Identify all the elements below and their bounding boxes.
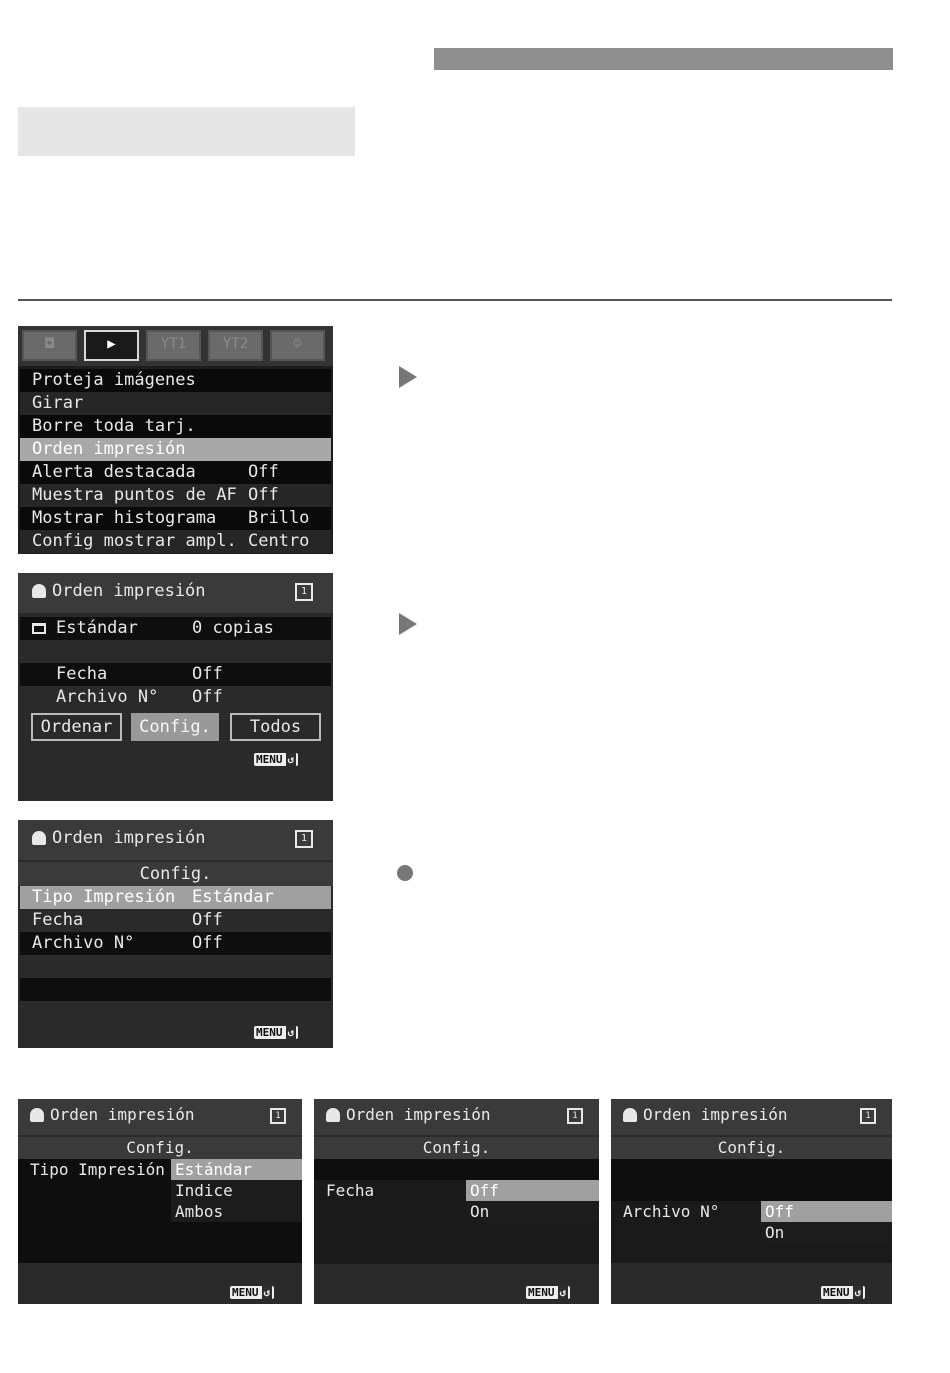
person-icon: ☺ <box>293 336 302 352</box>
blank-row <box>20 640 331 663</box>
file-number-row: Archivo N° <box>611 1201 892 1263</box>
home-icon <box>623 1108 637 1122</box>
tab-setup-1[interactable] <box>146 330 201 361</box>
option-off[interactable]: Off <box>761 1201 892 1222</box>
menu-return-icon[interactable]: MENU ↺ <box>230 1286 274 1299</box>
playback-menu-screen <box>18 326 333 554</box>
page-icon: 1 <box>270 1108 286 1124</box>
blank-row <box>20 978 331 1001</box>
file-number-options-screen <box>611 1099 892 1304</box>
print-type-options-screen <box>18 1099 302 1304</box>
option-on[interactable]: On <box>466 1201 599 1222</box>
option-off[interactable]: Off <box>466 1180 599 1201</box>
file-number-row[interactable]: Archivo N° Off <box>20 932 331 955</box>
option-standard[interactable]: Estándar <box>171 1159 302 1180</box>
play-icon: ▶ <box>107 336 116 352</box>
menu-return-icon[interactable]: MENU ↺ <box>526 1286 570 1299</box>
menu-item-erase-all[interactable]: Borre toda tarj. <box>20 415 331 438</box>
print-type-row: Estándar 0 copias <box>20 617 331 640</box>
step-arrow-icon <box>399 613 417 635</box>
option-both[interactable]: Ambos <box>171 1201 302 1222</box>
config-subtitle: Config. <box>18 1137 302 1159</box>
menu-item-rotate[interactable]: Girar <box>20 392 331 415</box>
wrench-icon: YT2 <box>222 336 249 352</box>
blank-row <box>20 955 331 978</box>
print-setup-screen <box>18 820 333 1048</box>
tab-playback[interactable] <box>84 330 139 361</box>
date-row: Fecha <box>314 1180 599 1264</box>
wrench-icon: YT1 <box>160 336 187 352</box>
screen-header: Orden impresión 1 <box>18 1099 302 1135</box>
menu-item-highlight-alert[interactable]: Alerta destacada Off <box>20 461 331 484</box>
divider-line <box>18 299 892 301</box>
menu-return-icon[interactable]: MENU ↺ <box>254 1026 298 1039</box>
option-index[interactable]: Indice <box>171 1180 302 1201</box>
bullet-dot-icon <box>397 865 413 881</box>
tab-my-menu[interactable] <box>270 330 325 361</box>
print-type-row[interactable]: Tipo Impresión Estándar <box>20 886 331 909</box>
page-icon: 1 <box>295 583 313 601</box>
menu-item-magnify[interactable]: Config mostrar ampl. Centro <box>20 530 331 553</box>
section-header-bar <box>434 48 893 70</box>
print-type-icon <box>32 623 46 634</box>
return-arrow-icon: ↺ <box>263 1286 271 1299</box>
file-number-row: Archivo N° Off <box>20 686 331 709</box>
return-arrow-icon: ↺ <box>854 1286 862 1299</box>
screen-header: Orden impresión 1 <box>18 820 333 860</box>
home-icon <box>326 1108 340 1122</box>
menu-item-protect[interactable]: Proteja imágenes <box>20 369 331 392</box>
menu-tabs <box>18 326 333 366</box>
menu-return-icon[interactable]: MENU ↺ <box>821 1286 865 1299</box>
return-arrow-icon: ↺ <box>559 1286 567 1299</box>
menu-return-icon[interactable]: MENU ↺ <box>254 753 298 766</box>
page-icon: 1 <box>295 830 313 848</box>
menu-item-histogram[interactable]: Mostrar histograma Brillo <box>20 507 331 530</box>
order-button[interactable]: Ordenar <box>31 713 122 741</box>
screen-header: Orden impresión 1 <box>18 573 333 613</box>
home-icon <box>32 831 46 845</box>
date-row: Fecha Off <box>20 663 331 686</box>
config-button[interactable]: Config. <box>131 713 219 741</box>
menu-item-af-points[interactable]: Muestra puntos de AF Off <box>20 484 331 507</box>
tab-setup-2[interactable] <box>208 330 263 361</box>
step-arrow-icon <box>399 366 417 388</box>
date-row[interactable]: Fecha Off <box>20 909 331 932</box>
menu-item-print-order[interactable]: Orden impresión <box>20 438 331 461</box>
tab-shooting[interactable] <box>22 330 77 361</box>
section-title-box <box>18 107 355 156</box>
print-type-row: Tipo Impresión <box>18 1159 302 1263</box>
page-icon: 1 <box>860 1108 876 1124</box>
screen-header: Orden impresión 1 <box>314 1099 599 1135</box>
blank-row <box>314 1159 599 1180</box>
config-subtitle: Config. <box>18 862 333 886</box>
home-icon <box>32 584 46 598</box>
screen-header: Orden impresión 1 <box>611 1099 892 1135</box>
blank-row <box>611 1159 892 1201</box>
page-icon: 1 <box>567 1108 583 1124</box>
config-subtitle: Config. <box>611 1137 892 1159</box>
all-button[interactable]: Todos <box>230 713 321 741</box>
camera-icon: ◘ <box>45 336 54 352</box>
return-arrow-icon: ↺ <box>287 1026 295 1039</box>
print-order-screen <box>18 573 333 801</box>
config-subtitle: Config. <box>314 1137 599 1159</box>
home-icon <box>30 1108 44 1122</box>
option-on[interactable]: On <box>761 1222 892 1243</box>
date-options-screen <box>314 1099 599 1304</box>
return-arrow-icon: ↺ <box>287 753 295 766</box>
